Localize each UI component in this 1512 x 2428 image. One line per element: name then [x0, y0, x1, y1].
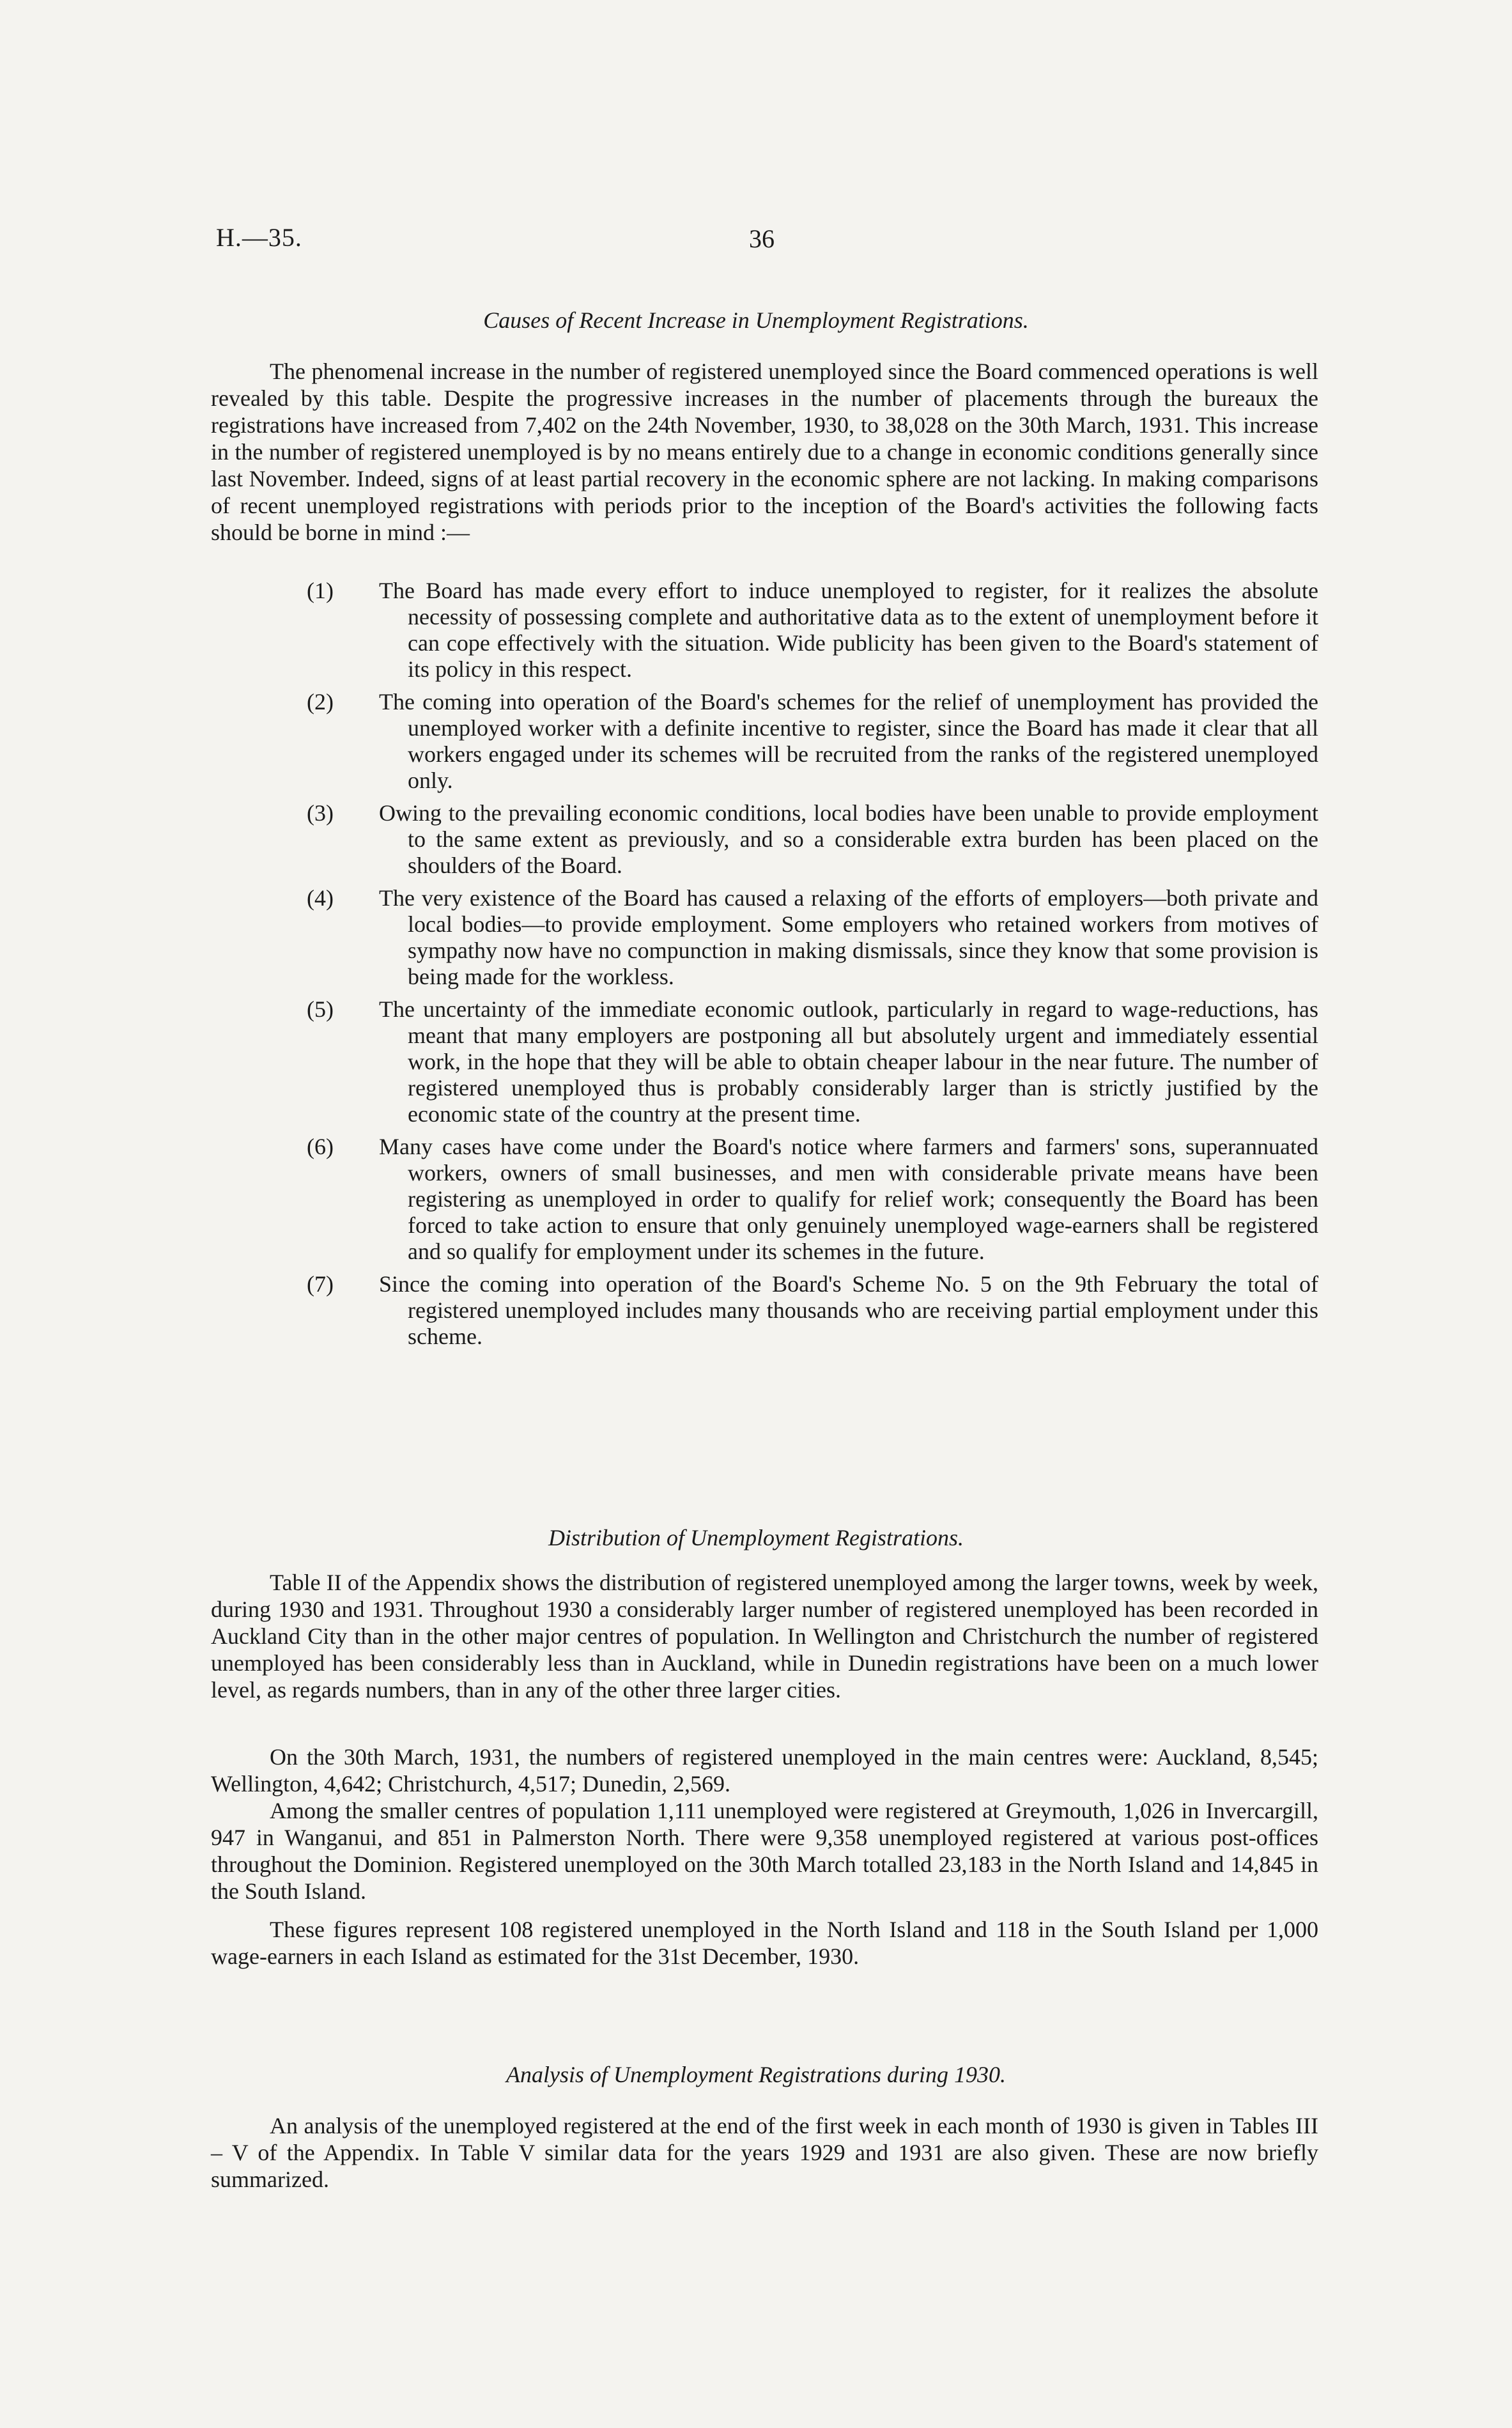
list-item-number: (7): [307, 1271, 334, 1297]
section-heading-analysis: Analysis of Unemployment Registrations during 1930.: [506, 2062, 1006, 2087]
list-item-text: Many cases have come under the Board's notice where farmers and farmers' sons, superannuated workers, owners of small businesses, and men with considerable private means have been registering as unemployed in order to qualify for relief work; consequently the Board has been forced to take action to ensure that only genuinely unemployed wage-earners shall be registered and so qualify for employment under its schemes in the future.: [379, 1134, 1318, 1264]
list-item-number: (6): [307, 1134, 334, 1159]
distribution-paragraph: Table II of the Appendix shows the distribution of registered unemployed among the larger towns, week by week, during 1930 and 1931. Throughout 1930 a considerably larger number of registered unemployed has been recorded in Auckland City than in the other major centres of population. In Wellington and Christchurch the number of registered unemployed has been considerably less than in Auckland, while in Dunedin registrations have been on a much lower level, as regards numbers, than in any of the other three larger cities.: [211, 1570, 1318, 1703]
distribution-paragraph: Among the smaller centres of population 1,111 unemployed were registered at Greymouth, 1,026 in Invercargill, 947 in Wanganui, and 851 in Palmerston North. There were 9,358 unemployed registered at various post-offices throughout the Dominion. Registered unemployed on the 30th March totalled 23,183 in the North Island and 14,845 in the South Island.: [211, 1798, 1318, 1904]
list-item-text: The coming into operation of the Board's schemes for the relief of unemployment has provided the unemployed worker with a definite incentive to register, since the Board has made it clear that all workers engaged under its schemes will be recruited from the ranks of the registered unemployed only.: [379, 689, 1318, 793]
list-item: [211, 1134, 1318, 1265]
list-item-number: (5): [307, 996, 334, 1022]
list-item-number: (2): [307, 689, 334, 715]
list-item: [211, 578, 1318, 683]
analysis-paragraph: An analysis of the unemployed registered at the end of the first week in each month of 1930 is given in Tables III – V of the Appendix. In Table V similar data for the years 1929 and 1931 are also given. These are now briefly summarized.: [211, 2113, 1318, 2192]
list-item-text: The uncertainty of the immediate economic outlook, particularly in regard to wage-reductions, has meant that many employers are postponing all but absolutely urgent and immediately essential work, in the hope that they will be able to obtain cheaper labour in the near future. The number of registered unemployed thus is probably considerably larger than is strictly justified by the economic state of the country at the present time.: [379, 996, 1318, 1127]
list-item-text: Since the coming into operation of the Board's Scheme No. 5 on the 9th February the total of registered unemployed includes many thousands who are receiving partial employment under this scheme.: [379, 1271, 1318, 1349]
list-item-text: The Board has made every effort to induce unemployed to register, for it realizes the absolute necessity of possessing complete and authoritative data as to the extent of unemployment before it can cope effectively with the situation. Wide publicity has been given to the Board's statement of its policy in this respect.: [379, 578, 1318, 682]
list-item: [211, 996, 1318, 1127]
causes-list: [211, 578, 1318, 1356]
page-reference: H.—35.: [216, 223, 302, 252]
list-item-text: The very existence of the Board has caused a relaxing of the efforts of employers—both private and local bodies—to provide employment. Some employers who retained workers from motives of sympathy now have no compunction in making dismissals, since they know that some provision is being made for the workless.: [379, 885, 1318, 989]
distribution-paragraph: On the 30th March, 1931, the numbers of registered unemployed in the main centres were: Auckland, 8,545; Wellington, 4,642; Christchurch, 4,517; Dunedin, 2,569.: [211, 1744, 1318, 1797]
distribution-paragraph: These figures represent 108 registered unemployed in the North Island and 118 in the South Island per 1,000 wage-earners in each Island as estimated for the 31st December, 1930.: [211, 1917, 1318, 1969]
list-item: [211, 689, 1318, 794]
causes-intro-paragraph: The phenomenal increase in the number of registered unemployed since the Board commenced operations is well revealed by this table. Despite the progressive increases in the number of placements through the bureaux the registrations have increased from 7,402 on the 24th November, 1930, to 38,028 on the 30th March, 1931. This increase in the number of registered unemployed is by no means entirely due to a change in economic conditions generally since last November. Indeed, signs of at least partial recovery in the economic sphere are not lacking. In making comparisons of recent unemployed registrations with periods prior to the inception of the Board's activities the following facts should be borne in mind :—: [211, 359, 1318, 545]
section-heading-causes: Causes of Recent Increase in Unemployment Registrations.: [483, 307, 1029, 333]
list-item-text: Owing to the prevailing economic conditions, local bodies have been unable to provide employment to the same extent as previously, and so a considerable extra burden has been placed on the shoulders of the Board.: [379, 800, 1318, 878]
list-item: [211, 1271, 1318, 1350]
page-number: 36: [749, 224, 775, 253]
list-item: [211, 885, 1318, 990]
list-item-number: (3): [307, 800, 334, 826]
list-item-number: (4): [307, 885, 334, 911]
section-heading-distribution: Distribution of Unemployment Registrations.: [548, 1525, 964, 1550]
list-item: [211, 800, 1318, 879]
list-item-number: (1): [307, 578, 334, 603]
